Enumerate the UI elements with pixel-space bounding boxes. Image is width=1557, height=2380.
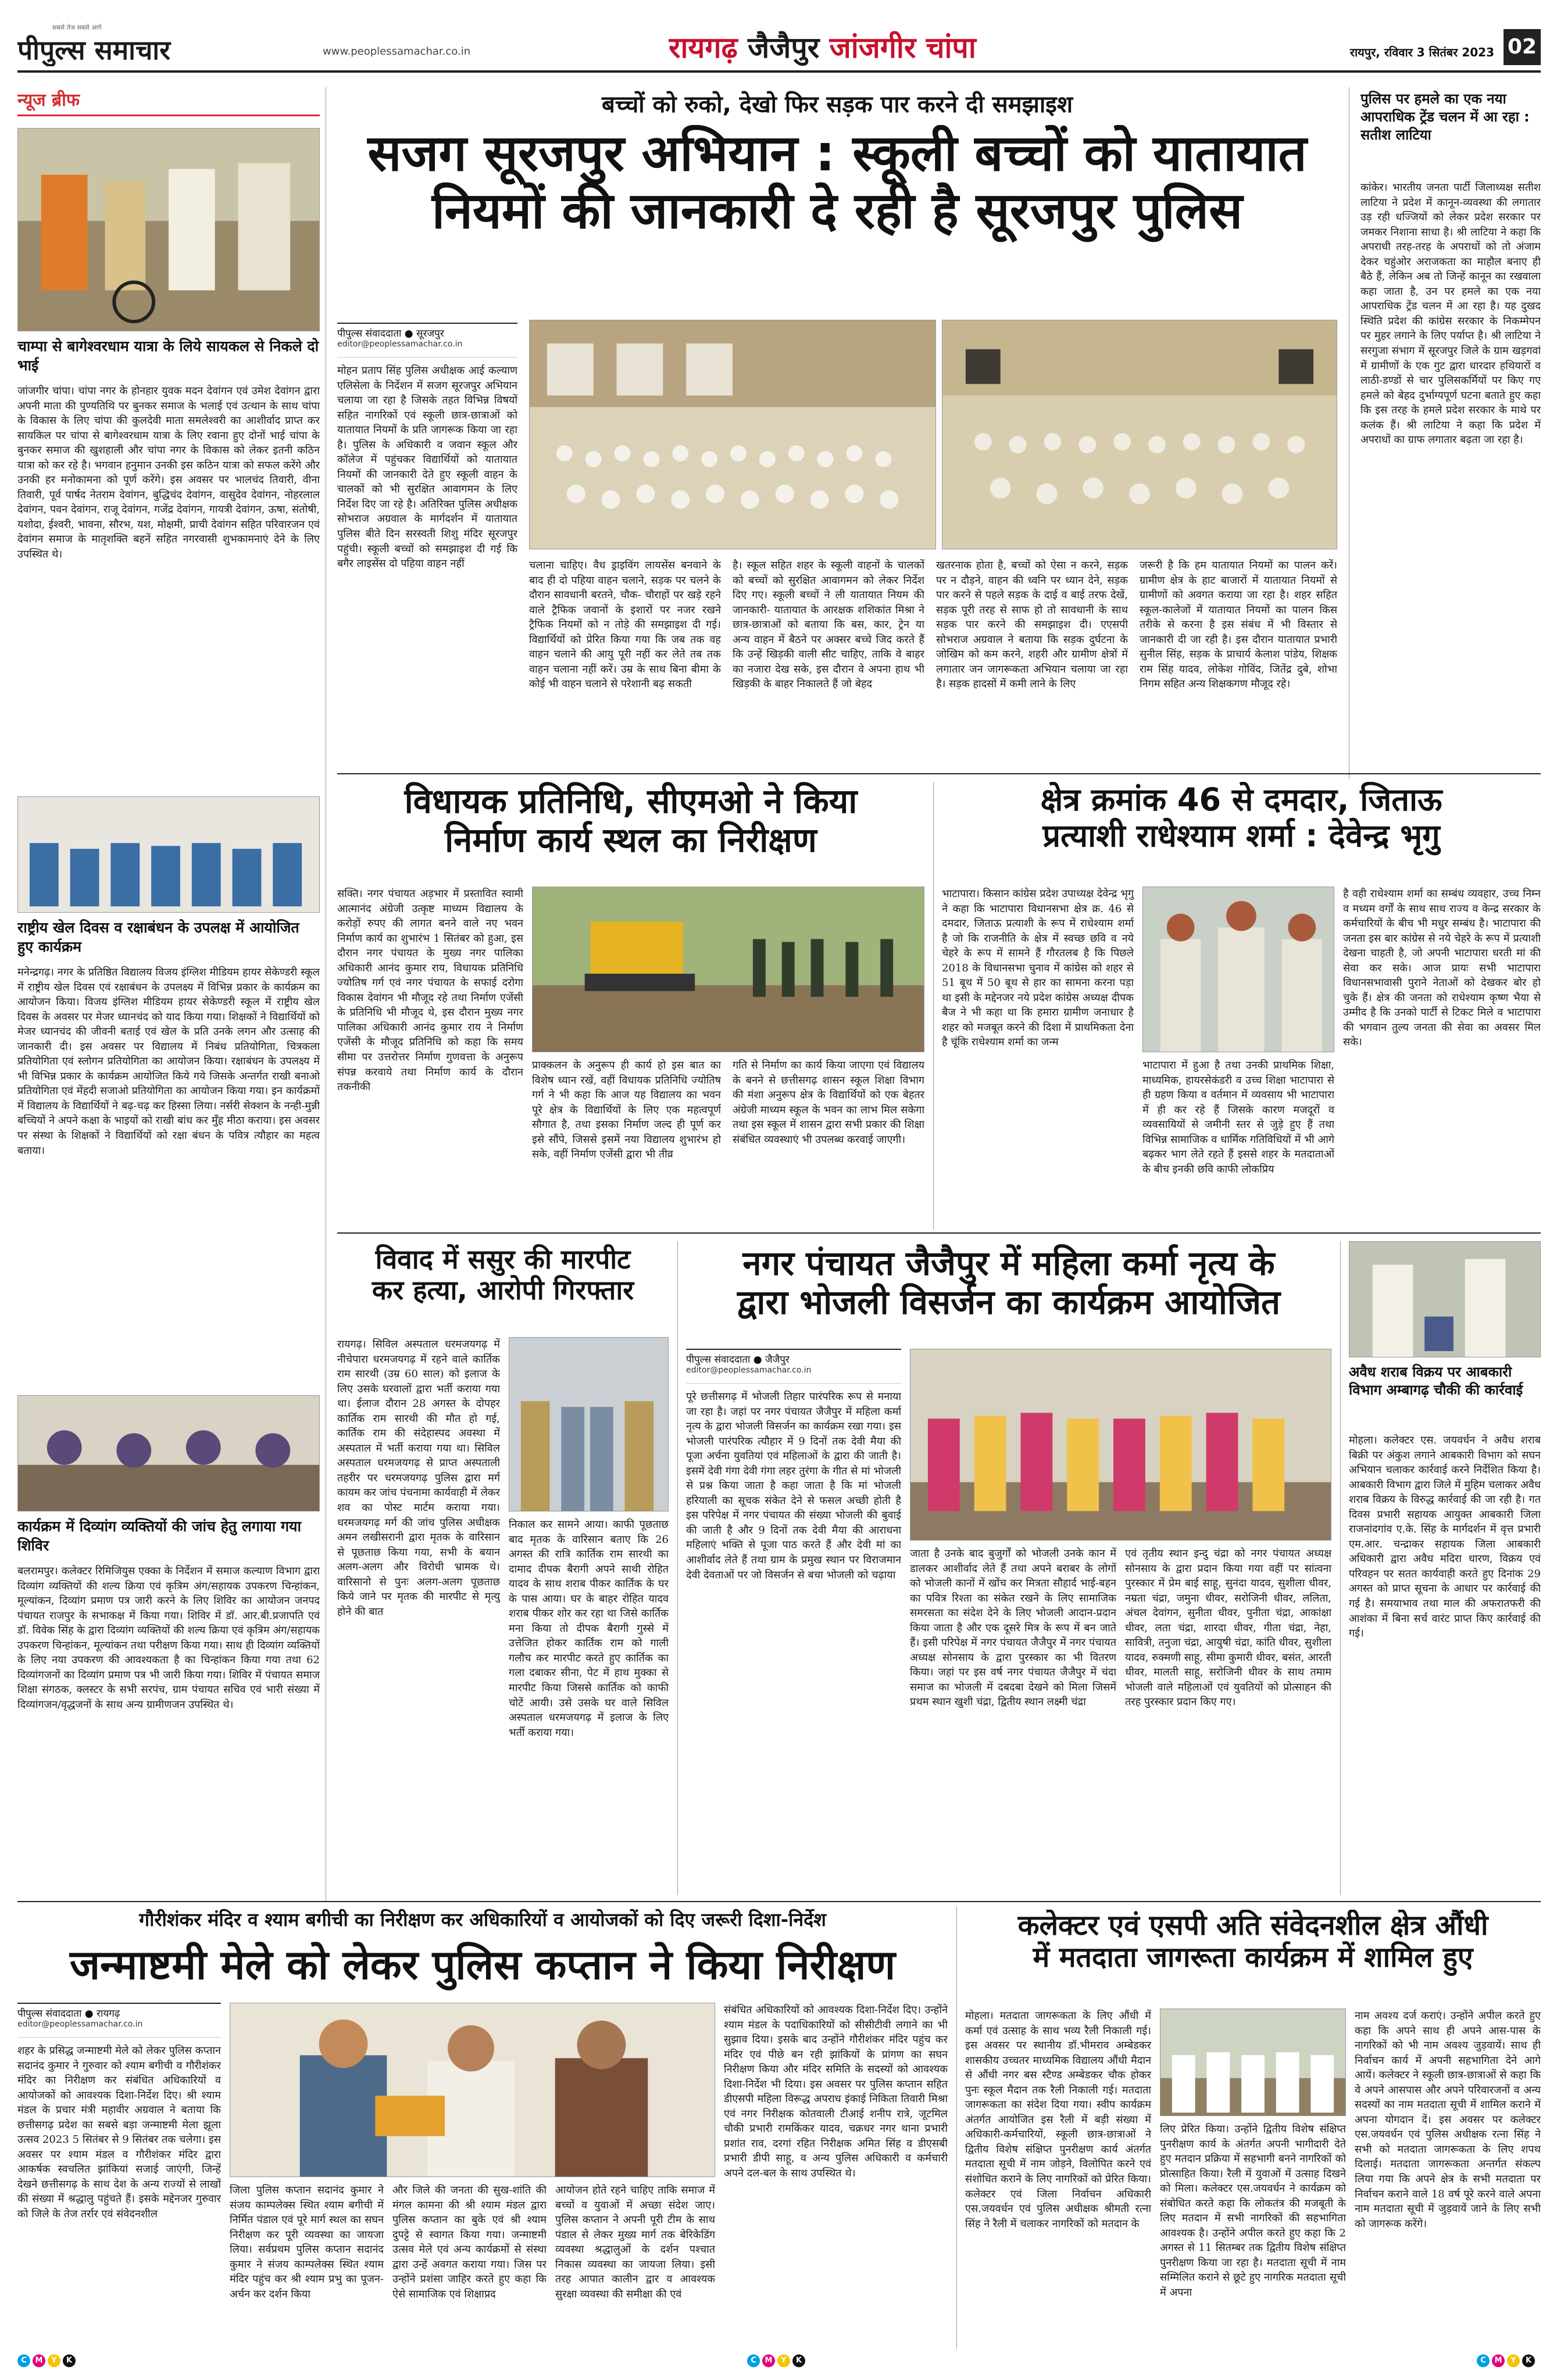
issue-date: रायपुर, रविवार 3 सितंबर 2023 xyxy=(1349,45,1494,59)
mla-photo-site xyxy=(532,887,924,1052)
cmyk-m: M xyxy=(762,2354,775,2367)
murder-col-1: रायगढ़। सिविल अस्पताल धरमजयगढ़ में नीचेपारा धरमजयगढ़ में रहने वाले कार्तिक राम सारथी (उम्र 60 साल) को इलाज के लिए उसके घरवालों द्वारा भर्ती कराया गया था। ईलाज दौरान 28 अगस्त के दोपहर कार्तिक राम सारथी की मौत हो गई, कार्तिक राम की संदेहास्पद अवस्था में अस्पताल में भर्ती कराया गया था। सिविल अस्पताल धरमजयगढ़ से प्राप्त अस्पताली तहरीर पर धरमजयगढ़ पुलिस द्वारा मर्ग कायम कर जांच पंचनामा कार्यवाही में लेकर शव का पोस्ट मार्टम कराया गया। धरमजयगढ़ मर्ग की जांच पुलिस अधीक्षक अमन लखीसरानी द्वारा मृतक के वारिसान से पूछताछ किया गया, सभी के बयान अलग-अलग और विरोधी भ्रामक थे। वारिसानो से पुनः अलग-अलग पूछताछ किये जाने पर मृतक की मारपीट से मृत्यु होने की बात xyxy=(337,1338,500,1618)
brief-1-body: जांजगीर चांपा। चांपा नगर के होनहार युवक मदन देवांगन एवं उमेश देवांगन द्वारा अपनी माता की पुण्यतिथि पर बुनकर समाज के भलाई एवं उत्थान के साथ चांपा के विकास के लिए चांपा की कुलदेवी माता समलेश्वरी का आशीर्वाद प्राप्त कर सायकिल पर चांपा से बागेश्वरधाम यात्रा के लिए रवाना हुए दोनों भाई चांपा के बुनकर समाज की खुशहाली और चांपा नगर के विकास को लेकर इतनी कठिन यात्रा को कर रहे है। भगवान हनुमान उनकी इस कठिन यात्रा को सफल करेंगे और उनकी हर मनोकामना को पूर्ण करेंगे। इस अवसर पर भालचंद तिवारी, वीना तिवारी, पूर्व पार्षद नेतराम देवांगन, बुद्धिचंद देवांगन, वासुदेव देवांगन, नोहरलाल देवांगन, पवन देवांगन, राजू देवांगन, गजेंद्र देवांगन, गायत्री देवांगन, ऊषा, संतोषी, यशोदा, ईश्वरी, भावना, सौरभ, यश, मोक्षमी, प्राची देवांगन सहित परिवारजन एवं देवांगन समाज के मातृशक्ति बहनें सहित नगरवासी शुभकामनाएं देने के लिए उपस्थित थे। xyxy=(17,385,320,561)
lead-email[interactable]: editor@peoplessamachar.co.in xyxy=(337,340,463,349)
liquor-body: मोहला। कलेक्टर एस. जयवर्धन ने अवैध शराब बिक्री पर अंकुश लगाने आबकारी विभाग को सघन अभियान चलाकर कार्रवाई करने निर्देशित किया है। आबकारी विभाग द्वारा जिले में मुहिम चलाकर अवैध शराब विक्रय के विरुद्ध कार्रवाई की जा रही है। गत दिवस प्रभारी सहायक आयुक्त आबकारी जिला राजनांदगांव ए.के. सिंह के मार्गदर्शन में वृत्त प्रभारी एम.आर. चन्द्राकर सहायक जिला आबकारी अधिकारी द्वारा अवैध मदिरा धारण, विक्रय एवं परिवहन पर सतत कार्यवाही करते हुए दिनांक 29 अगस्त को प्राप्त सूचना के आधार पर कार्रवाई की गई है। समयाभाव तथा माल की अफरातफरी की आशंका में बिना सर्च वारंट प्राप्त किए कार्रवाई की गई। xyxy=(1349,1434,1541,1640)
lead-headline xyxy=(337,125,1337,270)
lead-photo-classroom xyxy=(942,320,1337,549)
divider xyxy=(337,773,1541,774)
mla-col-2: प्राक्कलन के अनुरूप ही कार्य हो इस बात का विशेष ध्यान रखें, वहीं विधायक प्रतिनिधि ज्योतिष गर्ग ने भी कहा कि आज यह विद्यालय का भवन पूरे क्षेत्र के विद्यार्थियों के लिए एक महत्वपूर्ण सौगात है, तथा इसका निर्माण जल्द ही पूर्ण कर इसे सौंपे, जिससे इसमें नया विद्यालय शुभारंभ हो सके, वहीं निर्माण एजेंसी द्वारा भी तीव्र xyxy=(532,1059,721,1161)
divider xyxy=(677,1241,678,1895)
divider xyxy=(956,1907,957,2349)
janmashtami-photo xyxy=(230,2003,715,2177)
liquor-photo xyxy=(1349,1241,1541,1357)
lead-photo-assembly xyxy=(529,320,936,549)
region-a: रायगढ़ xyxy=(669,31,738,65)
lead-col-5: जरूरी है कि हम यातायात नियमों का पालन करें। ग्रामीण क्षेत्र के हाट बाजारों में यातायात नियमों से ग्रामीणों को अवगत कराया जा रहा है। शहर सहित स्कूल-कालेजों में यातायात नियमों का पालन किस तरीके से करना है इस संबंध में भी विस्तार से जानकारी दी जा रही है। इस दौरान यातायात प्रभारी सुनील सिंह, सड़क के प्राचार्य केलाश पांडेय, शिक्षक राम सिंह यादव, लोकेश गोविंद, जितेंद्र दुबे, शोभा निगम सहित अन्य शिक्षकगण मौजूद रहे। xyxy=(1140,559,1337,691)
collector-headline-line2: में मतदाता जागरूता कार्यक्रम में शामिल हुए xyxy=(1033,1941,1473,1974)
region-b: जैजैपुर xyxy=(748,31,820,65)
bhojali-byline xyxy=(686,1349,901,1384)
mla-col-3: गति से निर्माण का कार्य किया जाएगा एवं विद्यालय के बनने से छत्तीसगढ़ शासन स्कूल शिक्षा विभाग की मंशा अनुरूप क्षेत्र के विद्यार्थियों को एक बेहतर अंग्रेजी माध्यम स्कूल के भवन का लाभ मिल सकेगा तथा इस स्कूल में शासन द्वारा सभी प्रकार की शिक्षा संबंधित व्यवस्थाएं भी उपलब्ध करवाई जाएगी। xyxy=(733,1059,924,1146)
masthead-logo xyxy=(17,31,262,66)
bhojali-headline-line2: द्वारा भोजली विसर्जन का कार्यक्रम आयोजित xyxy=(737,1282,1281,1322)
murder-photo-arrest xyxy=(509,1337,669,1511)
region-c: जांजगीर चांपा xyxy=(829,31,976,65)
brief-3-headline: कार्यक्रम में दिव्यांग व्यक्तियों की जांच हेतु लगाया गया शिविर xyxy=(17,1518,302,1554)
bhojali-photo-dance xyxy=(910,1349,1331,1541)
bhojali-col-1: पूरे छत्तीसगढ़ में भोजली तिहार पारंपरिक रूप से मनाया जा रहा है। जहां पर नगर पंचायत जैजैपुर में महिला कर्मा नृत्य के द्वारा भोजली विसर्जन का कार्यक्रम रखा गया। इस भोजली पारंपरिक त्यौहार में 9 दिनों तक देवी मैया की पूजा अर्चना युवतियां एवं महिलाओं के द्वारा की जाती है। इसमें देवी गंगा देवी गंगा लहर तुरंगा के गीत से मां भोजली से प्रश्न किया जाता है कहा जाता है कि मां भोजली हरियाली का सूचक संकेत देने से फसल अच्छी होती है इस परिपेक्ष में नगर पंचायत की संख्या भोजली की बुवाई की जाती है और 9 दिनों तक देवी मैया की आराधना महिलाएं भक्ति से पूजा पाठ करते हैं और देवी मां का आशीर्वाद लेते हैं तथा ग्राम के प्रमुख स्थान पर विराजमान देवी देवताओं पर जो विसर्जन से बचा भोजली को चढ़ाया xyxy=(686,1391,901,1581)
bhojali-byline-text: पीपुल्स संवाददाता ● जैजैपुर xyxy=(686,1354,790,1366)
constituency-col-2: भाटापारा में हुआ है तथा उनकी प्राथमिक शिक्षा, माध्यमिक, हायरसेकंडरी व उच्च शिक्षा भाटापारा से ही ग्रहण किया व वर्तमान में व्यवसाय भी भाटापारा में ही कर रहे हैं जिसके कारण मजदूरों व व्यवसायियों से जमीनी स्तर से जुड़े हुए हैं तथा विभिन्न सामाजिक व धार्मिक गतिविधियों में भी आगे बढ़कर भाग लेते रहते हैं इससे शहर के मतदाताओं के बीच इनकी छवि काफी लोकप्रिय xyxy=(1142,1059,1334,1175)
brief-2-headline: राष्ट्रीय खेल दिवस व रक्षाबंधन के उपलक्ष में आयोजित हुए कार्यक्रम xyxy=(17,919,299,955)
constituency-col-1: भाटापारा। किसान कांग्रेस प्रदेश उपाध्यक्ष देवेन्द्र भृगु ने कहा कि भाटापारा विधानसभा क्षेत्र क्र. 46 से दमदार, जिताऊ प्रत्याशी के रूप में राधेश्याम शर्मा है जो कि राजनीति के क्षेत्र में स्वच्छ छवि व नये चेहरे के रूप में सामने हैं गौरतलब है कि पिछले 2018 के विधानसभा चुनाव में कांग्रेस को शहर से 51 बूथ में 50 बूथ से हार का सामना करना पड़ा था इसी के मद्देनजर नये प्रदेश कांग्रेस अध्यक्ष दीपक बैज ने भी कहा था कि हमारा ग्रामीण जनाधार है शहर को मजबूत करने की दिशा में प्राथमिकता देना है चूंकि राधेश्याम शर्मा का जन्म xyxy=(942,888,1134,1049)
janmashtami-byline-text: पीपुल्स संवाददाता ● रायगढ़ xyxy=(17,2008,120,2020)
divider xyxy=(17,1901,1541,1902)
mla-headline-line2: निर्माण कार्य स्थल का निरीक्षण xyxy=(445,820,817,860)
janmashtami-headline: जन्माष्टमी मेले को लेकर पुलिस कप्तान ने किया निरीक्षण xyxy=(70,1942,895,1989)
janmashtami-email[interactable]: editor@peoplessamachar.co.in xyxy=(17,2020,143,2029)
lead-byline xyxy=(337,323,517,358)
collector-col-1: मोहला। मतदाता जागरूकता के लिए औंधी में कर्मा एवं उत्साह के साथ भव्य रैली निकाली गई। इस अवसर पर स्थानीय डॉ.भीमराव अम्बेडकर शासकीय उच्चतर माध्यमिक विद्यालय औंधी मैदान से औंधी नगर बस स्टैण्ड अम्बेडकर चौक होकर पुनः स्कूल मैदान तक रैली निकाली गई। मतदाता जागरूकता का संदेश दिया गया। स्वीप कार्यक्रम अंतर्गत आयोजित इस रैली में बड़ी संख्या में अधिकारी-कर्मचारियों, स्कूली छात्र-छात्राओं ने द्वितीय विशेष संक्षिप्त पुनरीक्षण कार्य अंतर्गत मतदाता सूची में नाम जोड़ने, विलोपित करने एवं संशोधित कराने के लिए नागरिकों को प्रेरित किया। कलेक्टर एवं जिला निर्वाचन अधिकारी एस.जयवर्धन एवं पुलिस अधीक्षक श्रीमती रत्ना सिंह ने रैली में चलाकर नागरिकों को मतदान के xyxy=(965,2010,1151,2230)
cmyk-y: Y xyxy=(48,2354,60,2367)
brief-photo-school-event xyxy=(17,796,320,913)
murder-headline-line1: विवाद में ससुर की मारपीट xyxy=(375,1244,631,1275)
constituency-headline-line1: क्षेत्र क्रमांक 46 से दमदार, जिताऊ xyxy=(1040,782,1442,818)
bhojali-headline xyxy=(686,1244,1331,1343)
divider xyxy=(1340,1241,1341,1895)
lead-kicker: बच्चों को रुको, देखो फिर सड़क पार करने दी समझाइश xyxy=(601,91,1073,118)
lead-byline-text: पीपुल्स संवाददाता ● सूरजपुर xyxy=(337,328,444,340)
janmashtami-col-2: जिला पुलिस कप्तान सदानंद कुमार ने संजय काम्पलेक्स स्थित श्याम बगीची में निर्मित पंडाल एवं पूरे मार्ग स्थल का सघन निरीक्षण कर पूरी व्यवस्था का जायजा लिया। सर्वप्रथम पुलिस कप्तान सदानंद कुमार ने संजय काम्पलेक्स स्थित श्याम मंदिर पहुंच कर श्री श्याम प्रभु का पूजन-अर्चन कर दर्शन किया xyxy=(230,2184,384,2300)
cmyk-m: M xyxy=(1492,2354,1505,2367)
constituency-headline-line2: प्रत्याशी राधेश्याम शर्मा : देवेन्द्र भृगु xyxy=(1042,817,1440,855)
cmyk-y: Y xyxy=(1507,2354,1520,2367)
bhojali-col-3: एवं तृतीय स्थान इन्दु चंद्रा को नगर पंचायत अध्यक्ष सोनसाय के द्वारा प्रदान किया गया वहीं पर सांत्वना पुरस्कार में प्रेम बाई साहू, सुनंदा यादव, सुशीला धीवर, नम्रता चंद्रा, जमुना धीवर, सरोजिनी धीवर, ललिता, अंचल देवांगन, सुनीता धीवर, पुनीता चंद्रा, आकांक्षा धीवर, लता चंद्रा, शारदा धीवर, गीता चंद्रा, नेहा, सावित्री, तनुजा चंद्रा, आयुषी चंद्रा, कांति धीवर, सुशीला यादव, रुक्मणी साहू, सीमा कुमारी धीवर, बसंत, आरती धीवर, मालती साहू, सरोजिनी धीवर के साथ तमाम भोजली वाले महिलाओं एवं युवतियों को प्रोत्साहन की तरह पुरस्कार प्रदान किए गए। xyxy=(1125,1548,1331,1709)
cmyk-mark-center xyxy=(747,2354,805,2367)
janmashtami-col-3: और जिले की जनता की सुख-शांति की मंगल कामना की श्री श्याम मंडल द्वारा पुलिस कप्तान का बुके एवं श्री श्याम दुपट्टे से स्वागत किया गया। जन्माष्टमी उत्सव मेले एवं अन्य कार्यक्रमों से संस्था द्वारा उन्हें अवगत कराया गया। जिस पर उन्होंने प्रशंसा जाहिर करते हुए कहा कि ऐसे सामाजिक एवं शिक्षाप्रद xyxy=(392,2184,547,2300)
lead-col-4: खतरनाक होता है, बच्चों को ऐसा न करने, सड़क पर न दौड़ने, वाहन की ध्वनि पर ध्यान देने, सड़क पार करने से पहले सड़क के दाई व बाई तरफ देखें, सड़क पूरी तरह से साफ हो तो सावधानी के साथ सड़क पार करने की समझाइश दी। एएसपी सोभराज अग्रवाल ने बताया कि सड़क दुर्घटना के जोखिम को कम करने, शहरी और ग्रामीण क्षेत्रों में लगातार जन जागरूकता अभियान चलाया जा रहा है। सड़क हादसों में कमी लाने के लिए xyxy=(936,559,1128,691)
collector-photo-rally xyxy=(1160,2009,1346,2116)
right-top-body: कांकेर। भारतीय जनता पार्टी जिलाध्यक्ष सतीश लाटिया ने प्रदेश में कानून-व्यवस्था की लगातार उड़ रही धज्जियों को लेकर प्रदेश सरकार पर जमकर निशाना साधा है। श्री लाटिया ने कहा कि अपराधी तरह-तरह के अपराधों को तो अंजाम देकर चहुंओर अराजकता का माहौल बनाए ही बैठे हैं, लेकिन अब तो जिन्हें कानून का रखवाला कहा जाता है, उन पर हमले का एक नया आपराधिक ट्रेंड चलन में आ रहा है। यह दुखद स्थिति प्रदेश की कांग्रेस सरकार के निकम्मेपन पर मुहर लगाने के लिए पर्याप्त है। श्री लाटिया ने सरगुजा संभाग में सूरजपुर जिले के ग्राम खड़गवां में ग्रामीणों के एक गुट द्वारा धारदार हथियारों व लाठी-डण्डों से चार पुलिसकर्मियों पर किए गए हमले को बेहद दुर्भाग्यपूर्ण घटना बताते हुए कहा कि इस तरह के हमले प्रदेश सरकार के माथे पर कलंक हैं। श्री लाटिया ने कहा कि प्रदेश में अपराधों का ग्राफ लगातार बढ़ता जा रहा है। xyxy=(1360,181,1541,446)
cmyk-y: Y xyxy=(777,2354,790,2367)
cmyk-c: C xyxy=(1477,2354,1490,2367)
collector-headline-line1: कलेक्टर एवं एसपी अति संवेदनशील क्षेत्र औंधी xyxy=(1017,1910,1488,1942)
lead-headline-line1: सजग सूरजपुर अभियान : स्कूली बच्चों को यातायात xyxy=(367,125,1307,183)
website-url[interactable]: www.peoplessamachar.co.in xyxy=(323,45,471,58)
lead-col-1: मोहन प्रताप सिंह पुलिस अधीक्षक आई कल्याण एलिसेला के निर्देशन में सजग सूरजपुर अभियान चलाया जा रहा है जिसके तहत विभिन्न विषयों सहित नागरिकों एवं स्कूली छात्र-छात्राओं को यातायात नियमों के प्रति जागरूक किया जा रहा है। पुलिस के अधिकारी व जवान स्कूल और कॉलेज में पहुंचकर विद्यार्थियों को यातायात नियमों की जानकारी देते हुए स्कूली वाहन के चालकों को भी सुरक्षित आवागमन के लिए निर्देश दिए जा रहे है। अतिरिक्त पुलिस अधीक्षक सोभराज अग्रवाल के मार्गदर्शन में यातायात पुलिस बीते दिन सरस्वती शिशु मंदिर सूरजपुर पहुंची। स्कूली बच्चों को समझाइश दी गई कि बगैर लाइसेंस दो पहिया वाहन नहीं xyxy=(337,364,517,570)
brief-2-body: मनेन्द्रगढ़। नगर के प्रतिष्ठित विद्यालय विजय इंग्लिश मीडियम हायर सेकेण्डरी स्कूल में राष्ट्रीय खेल दिवस एवं रक्षाबंधन के उपलक्ष्य में विभिन्न प्रकार के कार्यक्रम का आयोजन किया। विजय इंग्लिश मीडियम हायर सेकेण्डरी स्कूल में राष्ट्रीय खेल दिवस के अवसर पर मेजर ध्यानचंद को याद किया गया। शिक्षकों ने विद्यार्थियों को मेजर ध्यानचंद की जीवनी बताई एवं खेल के प्रति उनके लगन और उत्साह की जानकारी दी। इस अवसर पर विद्यालय में निबंध प्रतियोगिता, चित्रकला प्रतियोगिता एवं स्लोगन प्रतियोगिता का आयोजन किया। रक्षाबंधन के उपलक्ष्य में भी विभिन्न प्रकार के कार्यक्रम आयोजित किये गये जिसके अन्तर्गत राखी बनाओ प्रतियोगिता एवं मेंहदी सजाओ प्रतियोगिता का आयोजन किया गया। इन कार्यक्रमों में विद्यालय के विद्यार्थियों ने बढ़-चढ़ कर हिस्सा लिया। नर्सरी सेक्शन के नन्ही-मुन्नी बच्चियों ने अपने कक्षा के भाइयों को राखी बांध कर मुँह मीठा कराया। इस अवसर पर संस्था के शिक्षकों ने विद्यार्थियों को रक्षा बंधन के पवित्र त्यौहार का महत्व बताया। xyxy=(17,966,320,1157)
brief-3-body: बलरामपुर। कलेक्टर रिमिजियुस एक्का के निर्देशन में समाज कल्याण विभाग द्वारा दिव्यांग व्यक्तियों की शल्य क्रिया एवं कृत्रिम अंग/सहायक उपकरण चिन्हांकन, मूल्यांकन, दिव्यांग प्रमाण पत्र जारी करने के लिए शिविर का आयोजन जनपद पंचायत राजपुर के सभाकक्ष में किया गया। शिविर में डॉ. आर.बी.प्रजापति एवं डॉ. विवेक सिंह के द्वारा दिव्यांग व्यक्तियों की शल्य क्रिया एवं कृत्रिम अंग/सहायक उपकरण चिन्हांकन, मूल्यांकन तथा परीक्षण किया गया। साथ ही दिव्यांग व्यक्तियों के लिए नया उपकरण की आवश्यकता है का चिन्हांकन किया गया तथा 62 दिव्यांगजनों का दिव्यांग प्रमाण पत्र भी जारी किया गया। शिविर में पंचायत समाज शिक्षा संगठक, क्लस्टर के सभी सरपंच, ग्राम पंचायत सचिव एवं भारी संख्या में दिव्यांगजन/वृद्धजनों के साथ अन्य ग्रामीणजन उपस्थित थे। xyxy=(17,1565,320,1711)
murder-headline xyxy=(337,1244,669,1331)
liquor-headline: अवैध शराब विक्रय पर आबकारी विभाग अम्बागढ़ चौकी की कार्रवाई xyxy=(1349,1364,1523,1399)
mla-col-1: सक्ति। नगर पंचायत अड़भार में प्रस्तावित स्वामी आत्मानंद अंग्रेजी उत्कृष्ट माध्यम विद्यालय के करोड़ों रुपए की लागत बनने वाले नए भवन निर्माण कार्य का शुभारंभ 1 सितंबर को हुआ, इस दौरान नगर पंचायत के मुख्य नगर पालिका अधिकारी आनंद कुमार राय, विधायक प्रतिनिधि ज्योतिष गर्ग एवं नगर पंचायत के सफाई दरोगा विकास देवांगन भी मौजूद रहे तथा निर्माण एजेंसी के प्रतिनिधि भी मौजूद थे, इस दौरान मुख्य नगर पालिका अधिकारी आनंद कुमार राय ने निर्माण एजेंसी के मौजूद प्रतिनिधि को कहा कि समय सीमा पर उत्तरोत्तर निर्माण गुणवत्ता के अनुरूप संपन्न करवाये तथा निर्माण कार्य के दौरान तकनीकी xyxy=(337,888,523,1093)
cmyk-k: K xyxy=(792,2354,805,2367)
mla-headline-line1: विधायक प्रतिनिधि, सीएमओ ने किया xyxy=(404,782,858,821)
page-header xyxy=(17,23,1541,73)
cmyk-k: K xyxy=(63,2354,76,2367)
bhojali-headline-line1: नगर पंचायत जैजैपुर में महिला कर्मा नृत्य के xyxy=(742,1244,1275,1283)
murder-headline-line2: कर हत्या, आरोपी गिरफ्तार xyxy=(372,1274,634,1306)
janmashtami-kicker: गौरीशंकर मंदिर व श्याम बगीची का निरीक्षण कर अधिकारियों व आयोजकों को दिए जरूरी दिशा-निर्देश xyxy=(139,1909,826,1931)
divider xyxy=(337,1232,1541,1234)
cmyk-c: C xyxy=(747,2354,760,2367)
region-banner xyxy=(669,27,1331,67)
masthead-title: पीपुल्स समाचार xyxy=(17,34,171,66)
collector-col-2: लिए प्रेरित किया। उन्होंने द्वितीय विशेष संक्षिप्त पुनरीक्षण कार्य के अंतर्गत अपनी भागीदारी देते हुए मतदान प्रक्रिया में सहभागी बनने नागरिकों को प्रोत्साहित किया। रैली में युवाओं में उत्साह दिखने को मिला। कलेक्टर एस.जयवर्धन ने कार्यक्रम को संबोधित करते कहा कि लोकतंत्र की मजबूती के लिए मतदान में सभी नागरिकों की सहभागिता आवश्यक है। उन्होंने अपील करते हुए कहा कि 2 अगस्त से 11 सितम्बर तक द्वितीय विशेष संक्षिप्त पुनरीक्षण किया जा रहा है। मतदाता सूची में नाम सम्मिलित कराने से छूटे हुए नागरिक मतदाता सूची में अपना xyxy=(1160,2123,1346,2299)
mla-headline xyxy=(337,782,924,881)
right-top-headline: पुलिस पर हमले का एक नया आपराधिक ट्रेंड चलन में आ रहा : सतीश लाटिया xyxy=(1360,91,1530,144)
cmyk-mark-right xyxy=(1477,2354,1535,2367)
collector-col-3: नाम अवश्य दर्ज कराएं। उन्होंने अपील करते हुए कहा कि अपने साथ ही अपने आस-पास के नागरिकों को भी नाम अवश्य जुड़वायें। साथ ही निर्वाचन कार्य में अपनी सहभागिता देने आगे आयें। कलेक्टर ने स्कूली छात्र-छात्राओं से कहा कि वे अपने आसपास और अपने परिवारजनों व अन्य सदस्यों का नाम मतदाता सूची में शामिल कराने में अपना योगदान दें। इस अवसर पर कलेक्टर एस.जयवर्धन एवं पुलिस अधीक्षक रत्ना सिंह ने सभी को मतदाता जागरूकता के लिए शपथ दिलाई। मतदाता जागरूकता अन्तर्गत संकल्प लिया गया कि अपने क्षेत्र के सभी मतदाता पर निर्वाचन कराने वाले 18 वर्ष पूरे करने वाले अपना नाम मतदाता सूची में जुड़वायें जाने के लिए सभी को जागरूक करेंगे। xyxy=(1355,2010,1541,2230)
page-number: 02 xyxy=(1504,29,1541,65)
lead-col-3: है। स्कूल सहित शहर के स्कूली वाहनों के चालकों को बच्चों को सुरक्षित आवागमन को लेकर निर्देश दिए गए। स्कूली बच्चों ने ली यातायात नियम की जानकारी- यातायात के आरक्षक शशिकांत मिश्रा ने छात्र-छात्राओं को बताया कि बस, कार, ट्रेन या अन्य वाहन में बैठने पर अक्सर बच्चे जिद करते हैं कि उन्हें खिड़की वाली सीट चाहिए, ताकि वे बाहर का नजारा देख सके, इस दौरान वे अपना हाथ भी खिड़की के बाहर निकालते हैं जो बेहद xyxy=(733,559,924,691)
janmashtami-byline xyxy=(17,2003,221,2038)
lead-headline-line2: नियमों की जानकारी दे रही है सूरजपुर पुलिस xyxy=(431,181,1243,240)
collector-headline xyxy=(965,1910,1541,2003)
bhojali-col-2: जाता है उनके बाद बुजुर्गों को भोजली उनके कान में डालकर आशीर्वाद लेते हैं तथा अपने बराबर के लोगों को भोजली कानों में खोंच कर मित्रता सौहार्द भाई-बहन का पवित्र रिश्ता का संकेत रखने के लिए सामाजिक समरसता का संदेश देने के लिए भोजली आदान-प्रदान किया जाता है और एक दूसरे मित्र के रूप में बन जाते हैं। इसी परिपेक्ष में नगर पंचायत जैजैपुर में नगर पंचायत अध्यक्ष सोनसाय के द्वारा पुरस्कार का भी वितरण किया। जहां पर इस वर्ष नगर पंचायत जैजैपुर में चंदा समाज का भोजली में दबदबा देखने को मिला जिसमें प्रथम स्थान खुशी चंद्रा, द्वितीय स्थान लक्ष्मी चंद्रा xyxy=(910,1548,1116,1709)
brief-photo-camp xyxy=(17,1395,320,1511)
constituency-photo xyxy=(1142,887,1334,1052)
murder-col-2: निकाल कर सामने आया। काफी पूछताछ बाद मृतक के वारिसान बताए कि 26 अगस्त की रात्रि कार्तिक राम सारथी का दामाद दीपक बैरागी अपने साथी रोहित यादव के साथ शराब पीकर कार्तिक के घर के पास आया। घर के बाहर रोहित यादव शराब पीकर शोर कर रहा था जिसे कार्तिक मना किया तो दीपक बैरागी गुस्से में उत्तेजित होकर कार्तिक राम को गाली गलौच कर मारपीट करते हुए कार्तिक का गला दबाकर सीना, पेट में हाथ मुक्का से मारपीट किया जिससे कार्तिक को काफी चोटें आयी। उसे उसके घर वाले सिविल अस्पताल धरमजयगढ़ में इलाज के लिए भर्ती कराया गया। xyxy=(509,1518,669,1739)
cmyk-k: K xyxy=(1522,2354,1535,2367)
janmashtami-col-5: संबंधित अधिकारियों को आवश्यक दिशा-निर्देश दिए। उन्होंने श्याम मंडल के पदाधिकारियों को सीसीटीवी लगाने का भी सुझाव दिया। इसके बाद उन्होंने गौरीशंकर मंदिर पहुंच कर मंदिर एवं पीछे बन रही झांकियों के प्रांगण का सघन निरीक्षण किया और मंदिर समिति के सदस्यों को आवश्यक दिशा-निर्देश भी दिया। इस अवसर पर पुलिस कप्तान सहित डीएसपी महिला विरूद्ध अपराध इंकाई निकिता तिवारी मिश्रा एवं नगर निरीक्षक कोतवाली टीआई शनीप रात्रे, जूटमिल चौकी प्रभारी रामकिंकर यादव, चक्रधर नगर थाना प्रभारी प्रशांत राव, दरगां रहित निरीक्षक अमित सिंह व डीएसबी प्रभारी डीपी साहू, व अन्य पुलिस अधिकारी व कर्मचारी अपने दल-बल के साथ उपस्थित थे। xyxy=(724,2004,948,2180)
news-brief-label: न्यूज ब्रीफ xyxy=(17,87,320,116)
janmashtami-col-4: आयोजन होते रहने चाहिए ताकि समाज में बच्चों व युवाओं में अच्छा संदेश जाए। पुलिस कप्तान ने अपनी पूरी टीम के साथ पंडाल से लेकर मुख्य मार्ग तक बेरिकेडिंग व्यवस्था श्रद्धालुओं के दर्शन पश्चात निकास व्यवस्था का जायजा लिया। इसी तरह आपात कालीन द्वार व आवश्यक सुरक्षा व्यवस्था की समीक्षा की एवं xyxy=(555,2184,715,2300)
cmyk-c: C xyxy=(17,2354,30,2367)
cmyk-m: M xyxy=(33,2354,45,2367)
brief-photo-cyclists xyxy=(17,128,320,331)
brief-1-headline: चाम्पा से बागेश्वरधाम यात्रा के लिये सायकल से निकले दो भाई xyxy=(17,338,319,374)
constituency-headline xyxy=(942,782,1541,881)
lead-col-2: चलाना चाहिए। वैध ड्राइविंग लायसेंस बनवाने के बाद ही दो पहिया वाहन चलाने, सड़क पर चलने के दौरान सावधानी बरतने, चौक- चौराहों पर खड़े रहने वाले ट्रैफिक जवानों के इशारों पर नजर रखने ट्रैफिक नियमों को न तोड़े की समझाइश दी गई। विद्यार्थियों को प्रेरित किया गया कि जब तक वह वाहन चलाने की आयु पूरी नहीं कर लेते तब तक वाहन चलाना नहीं करें। उम्र के साथ बिना बीमा के कोई भी वाहन चलाने से परेशानी बढ़ सकती xyxy=(529,559,721,691)
janmashtami-col-1: शहर के प्रसिद्ध जन्माष्टमी मेले को लेकर पुलिस कप्तान सदानंद कुमार ने गुरुवार को श्याम बगीची व गौरीशंकर मंदिर का निरीक्षण कर संबंधित अधिकारियों व आयोजकों को आवश्यक दिशा-निर्देश दिए। श्री श्याम मंडल के प्रचार मंत्री महावीर अग्रवाल ने बताया कि छत्तीसगढ़ प्रदेश का सबसे बड़ा जन्माष्टमी मेला झूला उत्सव 2023 5 सितंबर से 9 सितंबर तक चलेगा। इस अवसर पर श्याम मंडल व गौरीशंकर मंदिर द्वारा आकर्षक स्वचलित झांकियां सजाई जाएंगी, जिन्हें देखने छत्तीसगढ़ के साथ देश के अन्य राज्यों से लाखों की संख्या में श्रद्धालु पहुंचते हैं। इसके मद्देनजर गुरुवार को जिले के तेज तर्रार एवं संवेदनशील xyxy=(17,2045,221,2221)
bhojali-email[interactable]: editor@peoplessamachar.co.in xyxy=(686,1366,812,1375)
masthead-tagline: सबसे तेज सबसे आगे xyxy=(52,24,102,31)
constituency-col-3: है वही राधेश्याम शर्मा का सम्बंध व्यवहार, उच्च निम्न व मध्यम वर्गों के साथ साथ राज्य व केन्द्र सरकार के कर्मचारियों के बीच भी मधुर सम्बंध है। भाटापारा की जनता इस बार कांग्रेस से नये चेहरे के रूप में प्रत्याशी देखना चाहती है, जो अपनी भाटापारा धरती मां की सेवा कर सके। आज प्रायः सभी भाटापारा विधानसभावासी पुराने नेताओं को देखकर बोर हो चुके हैं। क्षेत्र की जनता को राधेश्याम कृष्ण भैया से उम्मीद है कि उनको पार्टी से टिकट मिले व भाटापारा की भगवान तुल्य जनता की सेवा का अवसर मिल सके। xyxy=(1343,888,1541,1049)
divider xyxy=(933,782,934,1230)
cmyk-mark-left xyxy=(17,2354,76,2367)
